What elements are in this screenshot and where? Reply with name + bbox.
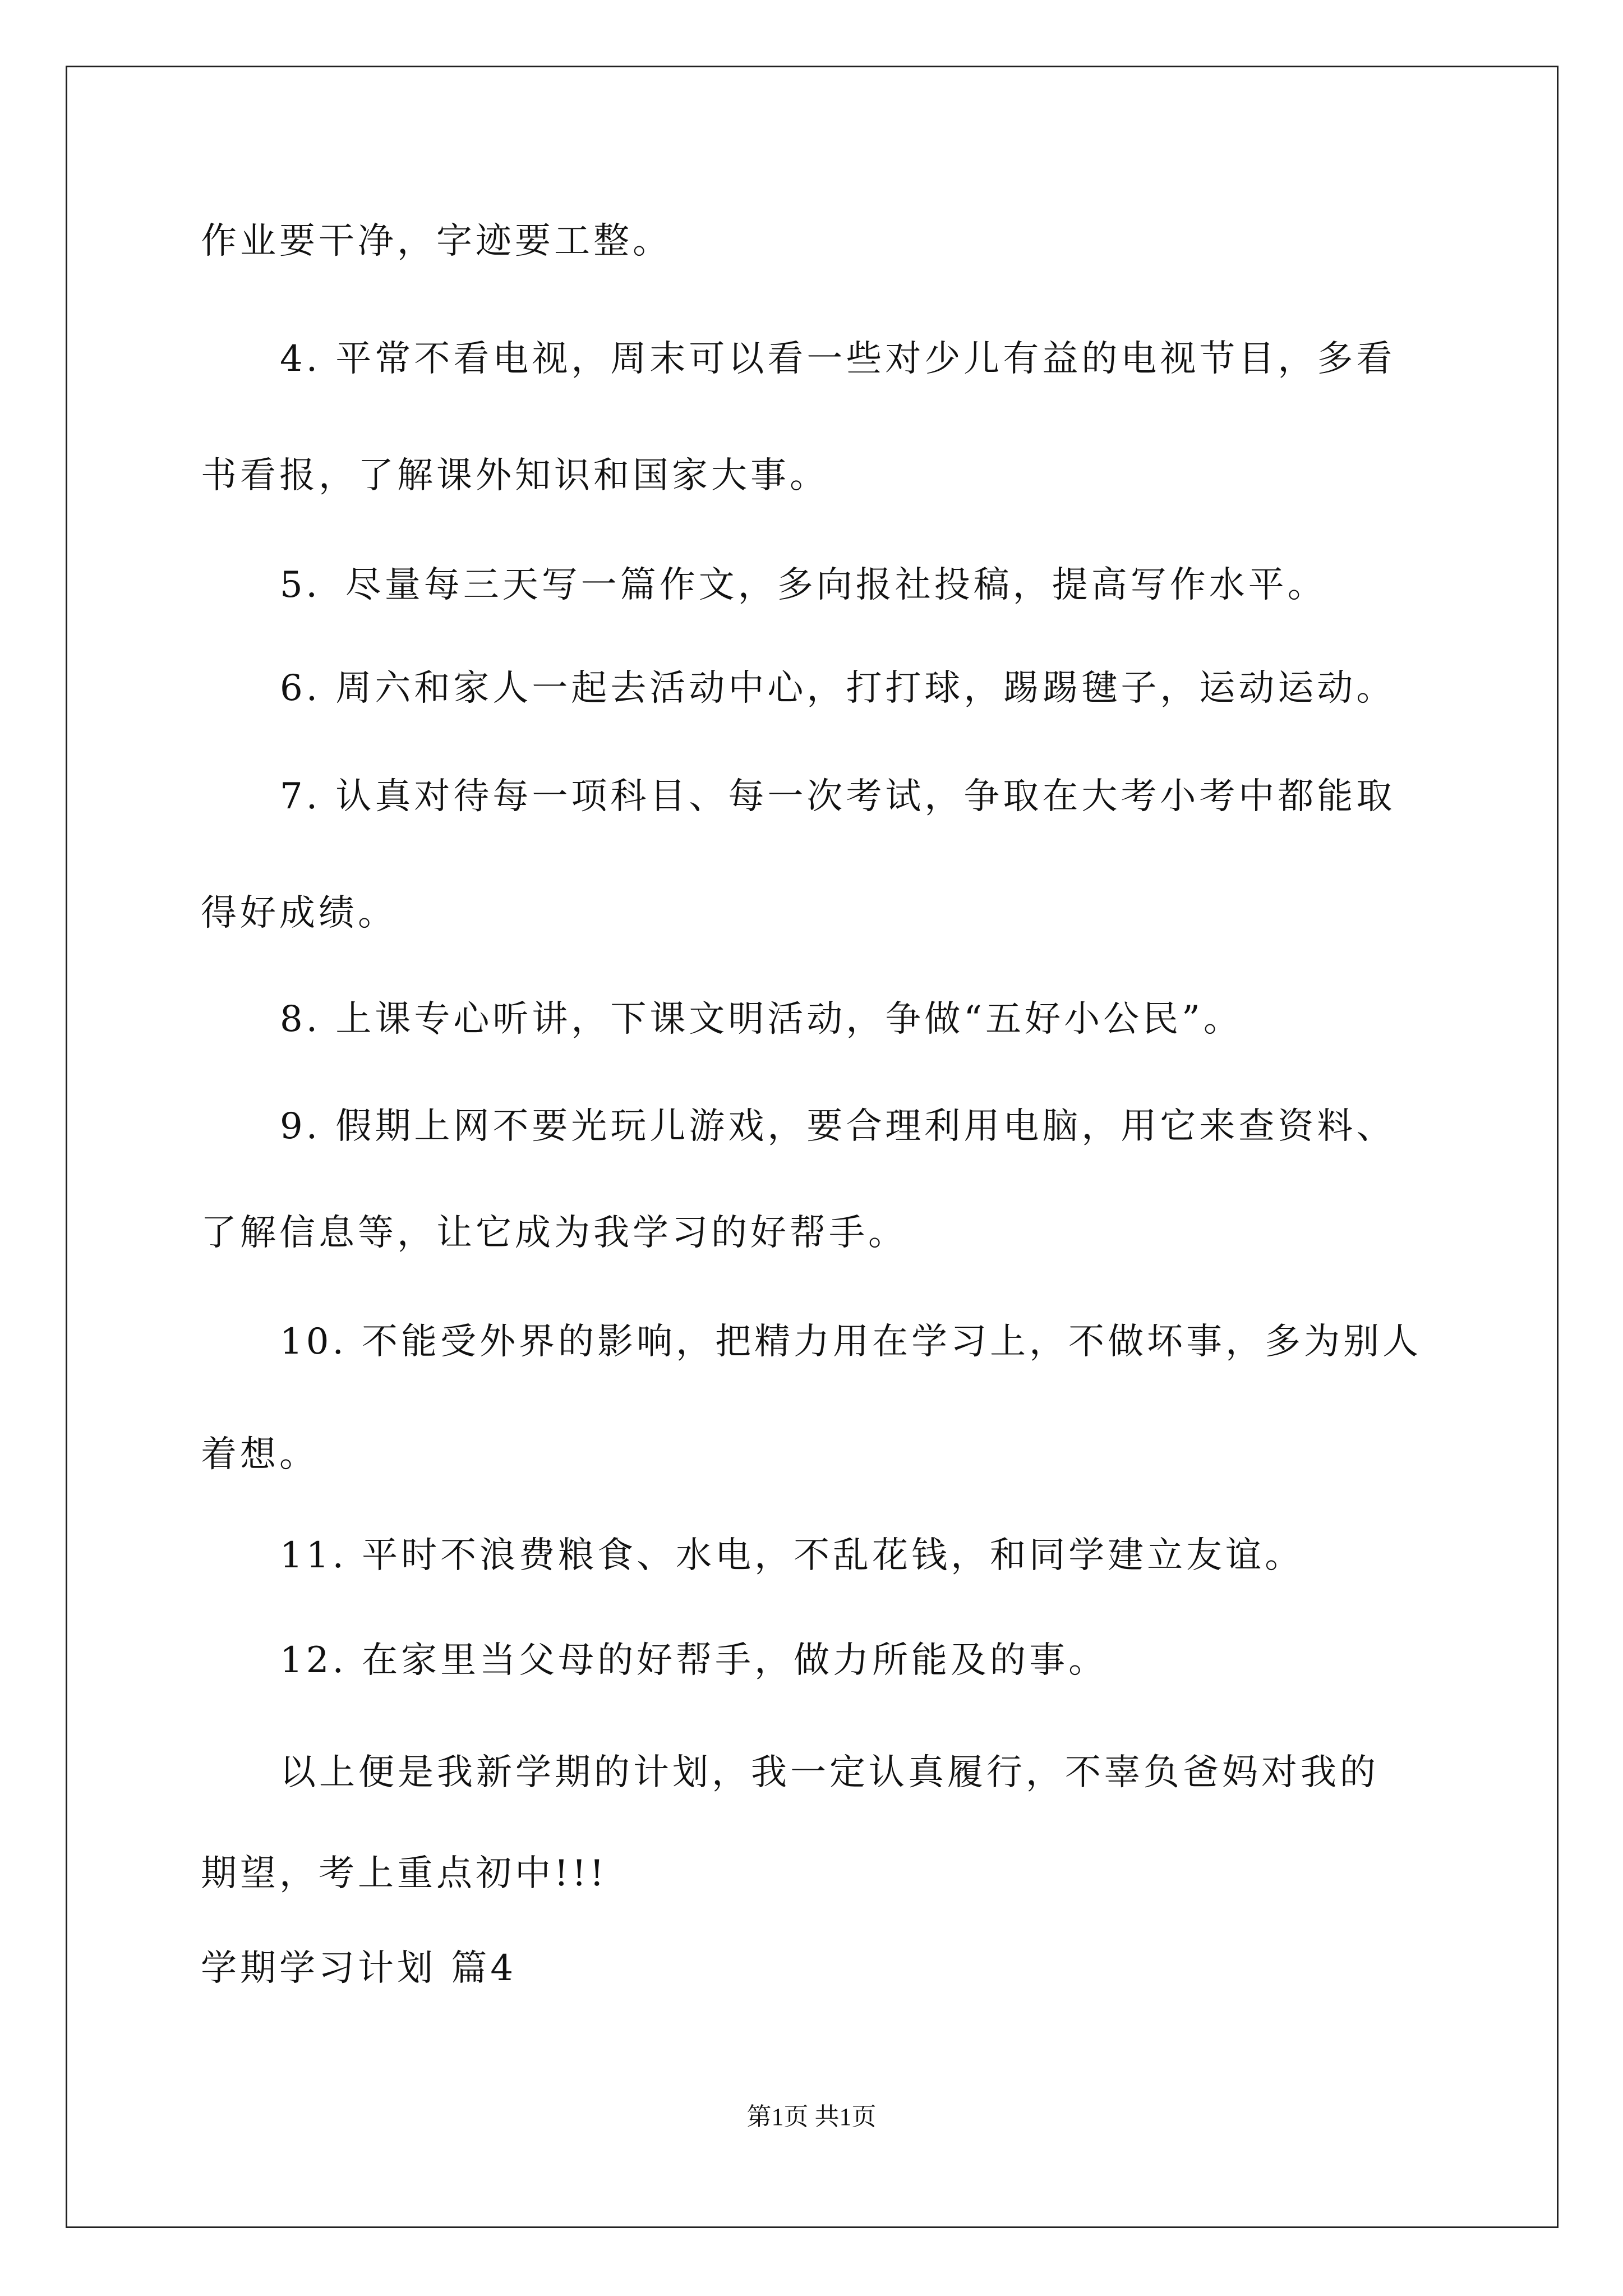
text-line-4: 5．尽量每三天写一篇作文，多向报社投稿，提高写作水平。 [280, 564, 1327, 606]
section-heading: 学期学习计划 篇4 [201, 1948, 517, 1989]
text-line-2: 4. 平常不看电视，周末可以看一些对少儿有益的电视节目，多看 [280, 338, 1396, 380]
text-line-15: 以上便是我新学期的计划，我一定认真履行，不辜负爸妈对我的 [280, 1752, 1379, 1793]
text-line-9: 9. 假期上网不要光玩儿游戏，要合理利用电脑，用它来查资料、 [280, 1106, 1396, 1147]
text-line-13: 11. 平时不浪费粮食、水电，不乱花钱，和同学建立友谊。 [280, 1535, 1304, 1576]
page-footer: 第1页 共1页 [746, 2103, 877, 2131]
text-line-16: 期望，考上重点初中!!! [201, 1853, 608, 1894]
text-line-14: 12. 在家里当父母的好帮手，做力所能及的事。 [280, 1640, 1108, 1681]
text-line-5: 6. 周六和家人一起去活动中心，打打球，踢踢毽子，运动运动。 [280, 668, 1396, 709]
text-line-1: 作业要干净，字迹要工整。 [201, 220, 672, 262]
text-line-6: 7. 认真对待每一项科目、每一次考试，争取在大考小考中都能取 [280, 776, 1396, 817]
text-line-3: 书看报，了解课外知识和国家大事。 [201, 455, 829, 496]
text-line-12: 着想。 [201, 1434, 319, 1475]
text-line-8: 8. 上课专心听讲，下课文明活动，争做“五好小公民”。 [280, 999, 1243, 1040]
text-line-11: 10. 不能受外界的影响，把精力用在学习上，不做坏事，多为别人 [280, 1321, 1422, 1363]
text-line-10: 了解信息等，让它成为我学习的好帮手。 [201, 1212, 907, 1254]
text-line-7: 得好成绩。 [201, 892, 397, 934]
